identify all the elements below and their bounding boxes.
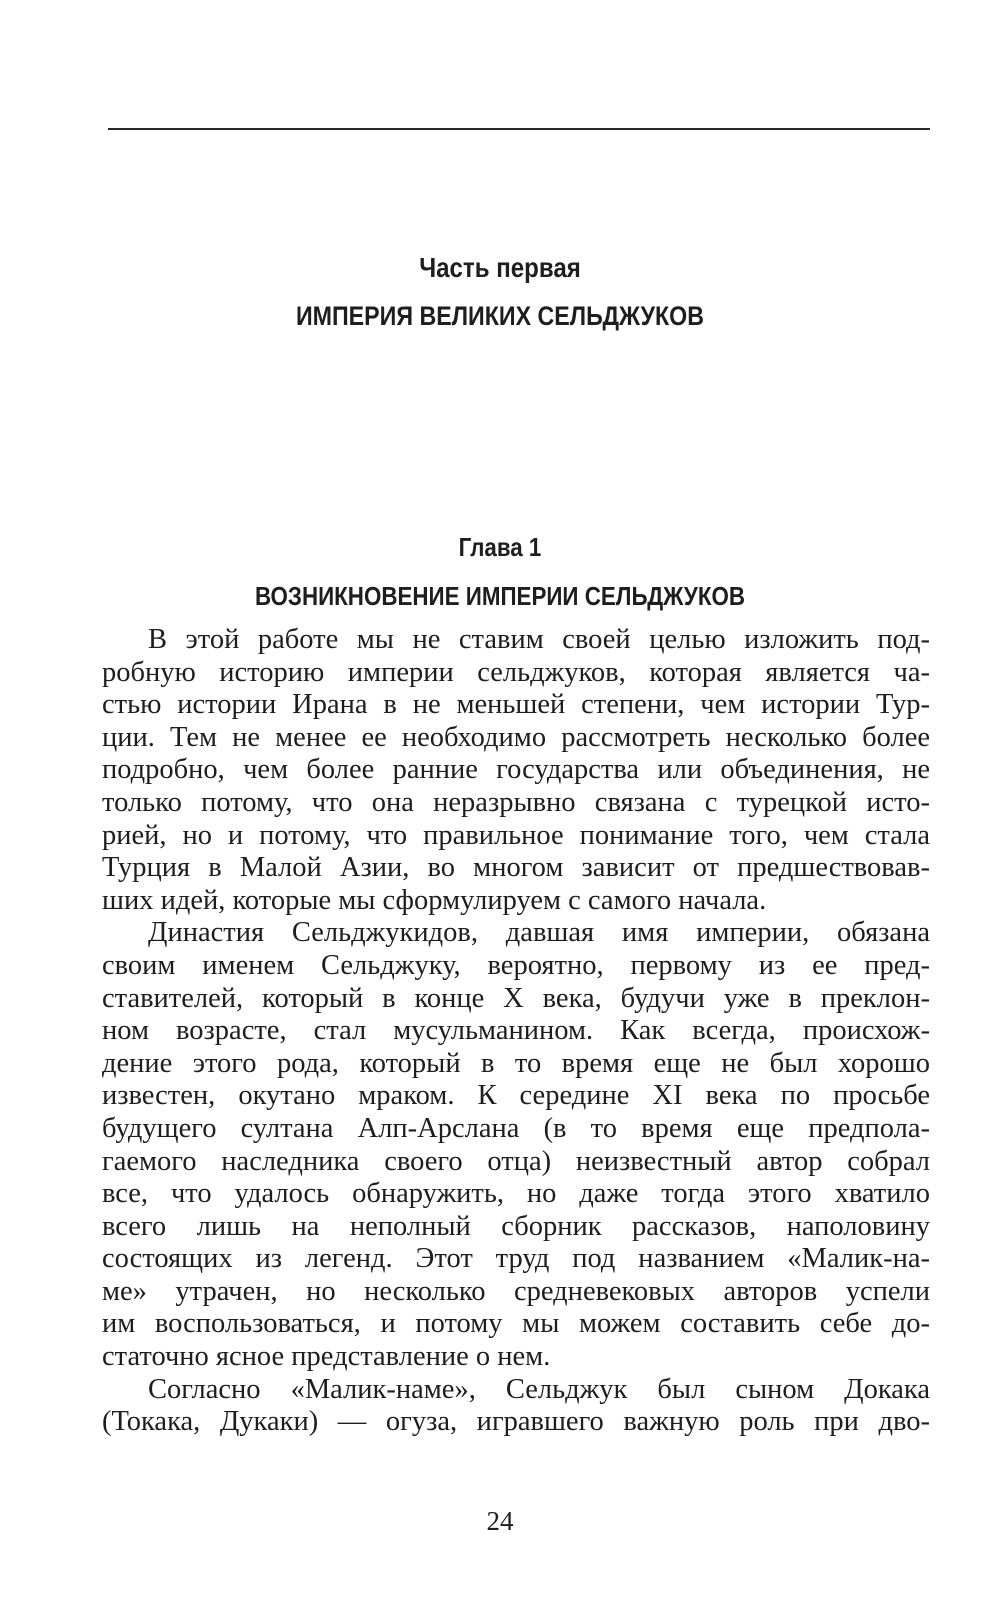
part-title: ИМПЕРИЯ ВЕЛИКИХ СЕЛЬДЖУКОВ: [295, 301, 705, 331]
text-line: робную историю империи сельджуков, которая является ча-: [102, 656, 930, 688]
text-line: им воспользоваться, и потому мы можем составить себе до-: [102, 1308, 930, 1340]
page-number: 24: [486, 1506, 514, 1536]
text-line: стью истории Ирана в не меньшей степени, чем истории Тур-: [102, 689, 930, 721]
text-line: рией, но и потому, что правильное понимание того, чем стала: [102, 819, 930, 851]
text-line: ставителей, который в конце X века, будучи уже в преклон-: [102, 982, 930, 1014]
chapter-label: Глава 1: [458, 532, 542, 562]
text-line: Династия Сельджукидов, давшая имя империи, обязана: [148, 917, 930, 949]
text-line: дение этого рода, который в то время еще не был хорошо: [102, 1047, 930, 1079]
text-line: (Токака, Дукаки) — огуза, игравшего важную роль при дво-: [102, 1406, 930, 1438]
text-line: своим именем Сельджуку, вероятно, первому из ее пред-: [102, 949, 930, 981]
paragraph-3: [102, 1374, 930, 1439]
text-line: ном возрасте, стал мусульманином. Как всегда, происхож-: [102, 1015, 930, 1047]
text-line: состоящих из легенд. Этот труд под названием «Малик-на-: [102, 1243, 930, 1275]
part-label: Часть первая: [419, 252, 581, 283]
text-line: все, что удалось обнаружить, но даже тогда этого хватило: [102, 1178, 930, 1210]
text-line: известен, окутано мраком. К середине XI века по просьбе: [102, 1080, 930, 1112]
text-line: только потому, что она неразрывно связана с турецкой исто-: [102, 786, 930, 818]
paragraph-2: [102, 917, 930, 1373]
text-line: ции. Тем не менее ее необходимо рассмотреть несколько более: [102, 721, 930, 753]
text-line: гаемого наследника своего отца) неизвестный автор собрал: [102, 1145, 930, 1177]
text-line: ме» утрачен, но несколько средневековых авторов успели: [102, 1275, 930, 1307]
paragraph-1: [102, 624, 930, 917]
chapter-title: ВОЗНИКНОВЕНИЕ ИМПЕРИИ СЕЛЬДЖУКОВ: [254, 581, 746, 611]
body-text: [102, 624, 930, 1439]
text-line: будущего султана Алп-Арслана (в то время еще предпола-: [102, 1112, 930, 1144]
text-line: статочно ясное представление о нем.: [102, 1341, 551, 1373]
text-line: В этой работе мы не ставим своей целью изложить под-: [148, 624, 930, 655]
text-line: подробно, чем более ранние государства или объединения, не: [102, 754, 930, 786]
text-line: Согласно «Малик-наме», Сельджук был сыном Докака: [148, 1373, 930, 1405]
text-line: всего лишь на неполный сборник рассказов, наполовину: [102, 1210, 930, 1242]
text-line: Турция в Малой Азии, во многом зависит от предшествовав-: [102, 852, 930, 884]
top-rule: [108, 128, 930, 130]
text-line: ших идей, которые мы сформулируем с самого начала.: [102, 884, 767, 916]
